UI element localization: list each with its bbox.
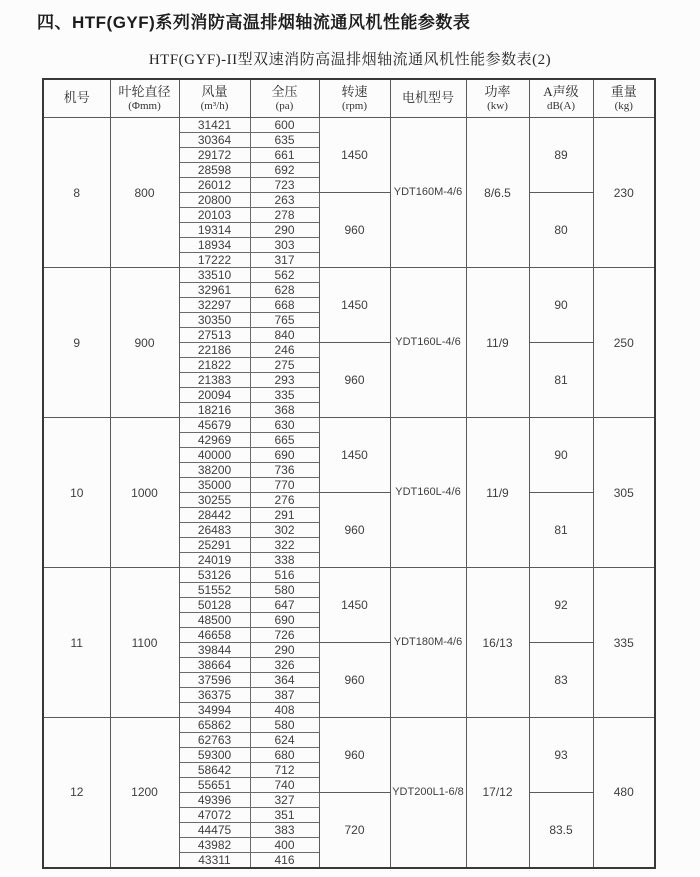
cell-diameter: 900 [110, 268, 179, 418]
cell-pressure: 400 [250, 838, 319, 853]
cell-airflow: 53126 [179, 568, 250, 583]
col-header-motor-model: 电机型号 [390, 79, 466, 118]
cell-pressure: 290 [250, 223, 319, 238]
cell-pressure: 351 [250, 808, 319, 823]
cell-speed-high: 1450 [319, 568, 390, 643]
cell-pressure: 726 [250, 628, 319, 643]
cell-speed-low: 960 [319, 643, 390, 718]
cell-speed-high: 1450 [319, 268, 390, 343]
cell-motor-model: YDT160M-4/6 [390, 118, 466, 268]
col-header-power: 功率 (kw) [466, 79, 529, 118]
table-row [43, 418, 655, 433]
cell-airflow: 20103 [179, 208, 250, 223]
cell-pressure: 383 [250, 823, 319, 838]
cell-airflow: 40000 [179, 448, 250, 463]
cell-airflow: 44475 [179, 823, 250, 838]
cell-fan-model: 11 [43, 568, 110, 718]
cell-airflow: 30364 [179, 133, 250, 148]
cell-airflow: 24019 [179, 553, 250, 568]
cell-airflow: 34994 [179, 703, 250, 718]
cell-motor-model: YDT160L-4/6 [390, 418, 466, 568]
cell-airflow: 50128 [179, 598, 250, 613]
cell-airflow: 28598 [179, 163, 250, 178]
cell-pressure: 668 [250, 298, 319, 313]
cell-airflow: 47072 [179, 808, 250, 823]
cell-pressure: 723 [250, 178, 319, 193]
page-subtitle: HTF(GYF)-II型双速消防高温排烟轴流通风机性能参数表(2) [148, 52, 552, 68]
cell-pressure: 335 [250, 388, 319, 403]
cell-pressure: 770 [250, 478, 319, 493]
cell-speed-high: 960 [319, 718, 390, 793]
col-header-impeller-diameter: 叶轮直径 (Φmm) [110, 79, 179, 118]
cell-airflow: 32297 [179, 298, 250, 313]
cell-airflow: 32961 [179, 283, 250, 298]
cell-pressure: 276 [250, 493, 319, 508]
cell-speed-low: 960 [319, 493, 390, 568]
cell-pressure: 263 [250, 193, 319, 208]
cell-airflow: 28442 [179, 508, 250, 523]
cell-airflow: 45679 [179, 418, 250, 433]
cell-airflow: 36375 [179, 688, 250, 703]
cell-speed-low: 960 [319, 193, 390, 268]
cell-noise-low: 81 [529, 343, 593, 418]
cell-noise-high: 90 [529, 268, 593, 343]
col-header-speed: 转速 (rpm) [319, 79, 390, 118]
cell-pressure: 562 [250, 268, 319, 283]
cell-noise-high: 90 [529, 418, 593, 493]
cell-noise-low: 83 [529, 643, 593, 718]
cell-noise-high: 89 [529, 118, 593, 193]
cell-power: 11/9 [466, 268, 529, 418]
cell-airflow: 51552 [179, 583, 250, 598]
cell-diameter: 1100 [110, 568, 179, 718]
cell-airflow: 19314 [179, 223, 250, 238]
table-body [43, 118, 655, 868]
cell-airflow: 17222 [179, 253, 250, 268]
cell-airflow: 62763 [179, 733, 250, 748]
cell-weight: 250 [593, 268, 655, 418]
cell-diameter: 800 [110, 118, 179, 268]
cell-pressure: 624 [250, 733, 319, 748]
cell-pressure: 736 [250, 463, 319, 478]
cell-pressure: 317 [250, 253, 319, 268]
cell-weight: 230 [593, 118, 655, 268]
cell-airflow: 20800 [179, 193, 250, 208]
table-row [43, 568, 655, 583]
cell-fan-model: 12 [43, 718, 110, 868]
col-header-weight: 重量 (kg) [593, 79, 655, 118]
col-header-model: 机号 [43, 79, 110, 118]
cell-power: 11/9 [466, 418, 529, 568]
cell-pressure: 326 [250, 658, 319, 673]
cell-airflow: 55651 [179, 778, 250, 793]
cell-pressure: 516 [250, 568, 319, 583]
cell-fan-model: 8 [43, 118, 110, 268]
cell-airflow: 22186 [179, 343, 250, 358]
cell-pressure: 275 [250, 358, 319, 373]
cell-noise-low: 83.5 [529, 793, 593, 868]
cell-noise-high: 92 [529, 568, 593, 643]
cell-pressure: 246 [250, 343, 319, 358]
cell-airflow: 27513 [179, 328, 250, 343]
cell-fan-model: 9 [43, 268, 110, 418]
cell-noise-high: 93 [529, 718, 593, 793]
cell-pressure: 690 [250, 613, 319, 628]
cell-airflow: 35000 [179, 478, 250, 493]
cell-airflow: 49396 [179, 793, 250, 808]
cell-pressure: 600 [250, 118, 319, 133]
cell-power: 16/13 [466, 568, 529, 718]
cell-speed-low: 960 [319, 343, 390, 418]
fan-spec-table [42, 78, 656, 869]
cell-airflow: 59300 [179, 748, 250, 763]
cell-airflow: 38664 [179, 658, 250, 673]
cell-pressure: 387 [250, 688, 319, 703]
cell-airflow: 46658 [179, 628, 250, 643]
cell-airflow: 25291 [179, 538, 250, 553]
cell-pressure: 322 [250, 538, 319, 553]
col-header-total-pressure: 全压 (pa) [250, 79, 319, 118]
cell-airflow: 58642 [179, 763, 250, 778]
cell-airflow: 43982 [179, 838, 250, 853]
cell-pressure: 840 [250, 328, 319, 343]
cell-airflow: 43311 [179, 853, 250, 868]
cell-motor-model: YDT200L1-6/8 [390, 718, 466, 868]
cell-pressure: 364 [250, 673, 319, 688]
cell-pressure: 661 [250, 148, 319, 163]
cell-airflow: 42969 [179, 433, 250, 448]
cell-weight: 305 [593, 418, 655, 568]
cell-airflow: 48500 [179, 613, 250, 628]
table-row [43, 718, 655, 733]
cell-pressure: 740 [250, 778, 319, 793]
cell-pressure: 680 [250, 748, 319, 763]
cell-pressure: 628 [250, 283, 319, 298]
cell-pressure: 647 [250, 598, 319, 613]
cell-power: 17/12 [466, 718, 529, 868]
cell-pressure: 293 [250, 373, 319, 388]
cell-airflow: 20094 [179, 388, 250, 403]
cell-speed-low: 720 [319, 793, 390, 868]
cell-noise-low: 81 [529, 493, 593, 568]
cell-pressure: 580 [250, 718, 319, 733]
cell-airflow: 21822 [179, 358, 250, 373]
table-row [43, 268, 655, 283]
cell-speed-high: 1450 [319, 118, 390, 193]
cell-fan-model: 10 [43, 418, 110, 568]
cell-airflow: 30350 [179, 313, 250, 328]
cell-airflow: 33510 [179, 268, 250, 283]
cell-noise-low: 80 [529, 193, 593, 268]
cell-pressure: 408 [250, 703, 319, 718]
cell-airflow: 65862 [179, 718, 250, 733]
cell-pressure: 368 [250, 403, 319, 418]
cell-airflow: 37596 [179, 673, 250, 688]
cell-airflow: 26483 [179, 523, 250, 538]
cell-diameter: 1200 [110, 718, 179, 868]
cell-pressure: 303 [250, 238, 319, 253]
cell-airflow: 39844 [179, 643, 250, 658]
cell-airflow: 29172 [179, 148, 250, 163]
cell-pressure: 338 [250, 553, 319, 568]
cell-diameter: 1000 [110, 418, 179, 568]
col-header-noise-level: A声级 dB(A) [529, 79, 593, 118]
cell-pressure: 635 [250, 133, 319, 148]
cell-pressure: 690 [250, 448, 319, 463]
cell-pressure: 665 [250, 433, 319, 448]
col-header-airflow: 风量 (m³/h) [179, 79, 250, 118]
cell-pressure: 291 [250, 508, 319, 523]
cell-weight: 335 [593, 568, 655, 718]
cell-airflow: 21383 [179, 373, 250, 388]
cell-airflow: 30255 [179, 493, 250, 508]
cell-power: 8/6.5 [466, 118, 529, 268]
cell-speed-high: 1450 [319, 418, 390, 493]
cell-airflow: 26012 [179, 178, 250, 193]
cell-pressure: 580 [250, 583, 319, 598]
table-row [43, 118, 655, 133]
cell-motor-model: YDT180M-4/6 [390, 568, 466, 718]
cell-pressure: 278 [250, 208, 319, 223]
page-title: 四、HTF(GYF)系列消防高温排烟轴流通风机性能参数表 [37, 13, 471, 32]
cell-pressure: 630 [250, 418, 319, 433]
cell-motor-model: YDT160L-4/6 [390, 268, 466, 418]
cell-pressure: 327 [250, 793, 319, 808]
cell-airflow: 18216 [179, 403, 250, 418]
cell-pressure: 290 [250, 643, 319, 658]
cell-pressure: 712 [250, 763, 319, 778]
cell-airflow: 31421 [179, 118, 250, 133]
table-header [43, 79, 655, 118]
cell-airflow: 38200 [179, 463, 250, 478]
cell-pressure: 416 [250, 853, 319, 868]
cell-airflow: 18934 [179, 238, 250, 253]
cell-pressure: 302 [250, 523, 319, 538]
cell-pressure: 692 [250, 163, 319, 178]
cell-weight: 480 [593, 718, 655, 868]
cell-pressure: 765 [250, 313, 319, 328]
